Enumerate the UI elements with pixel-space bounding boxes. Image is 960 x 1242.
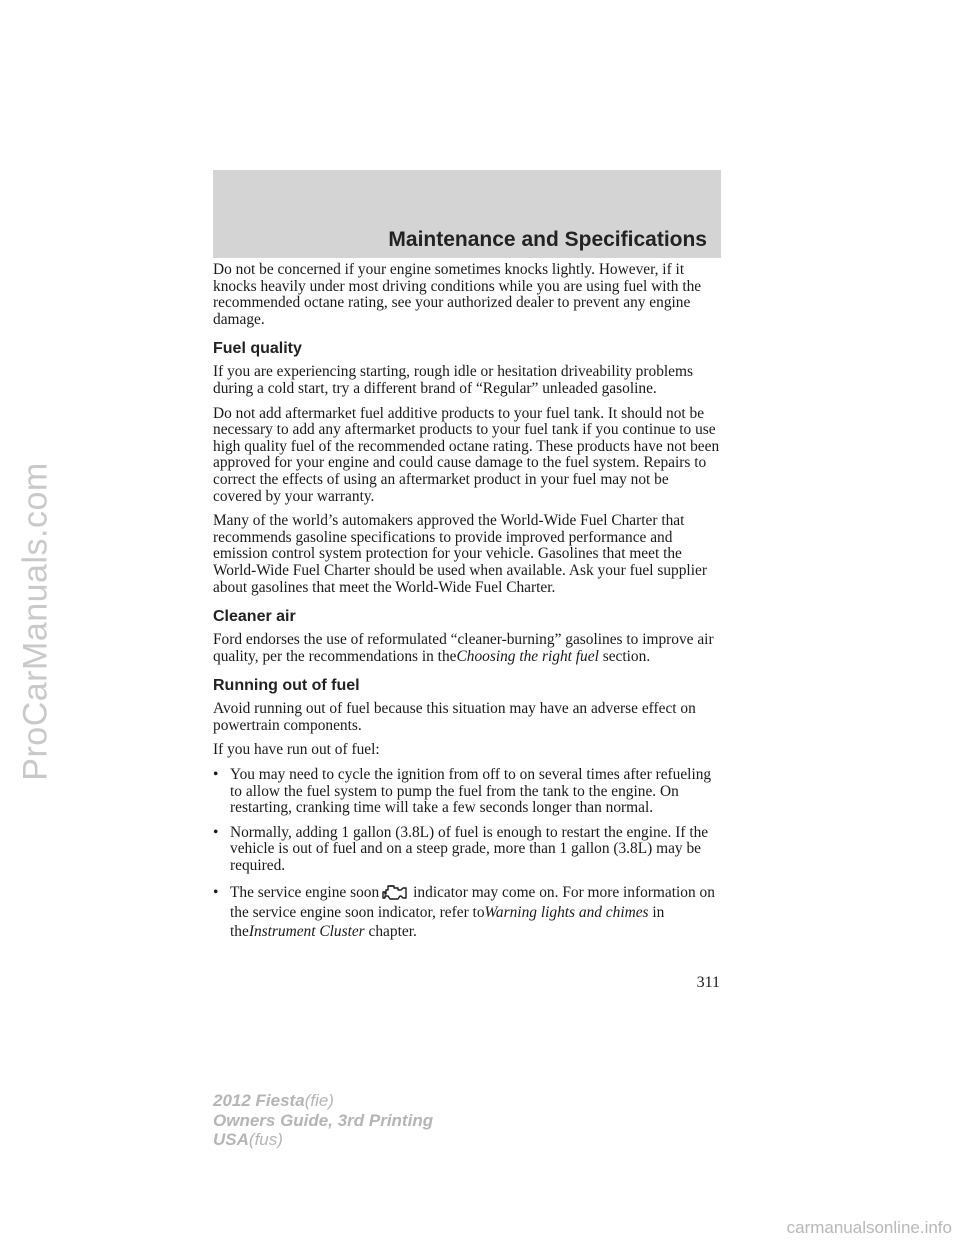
list-item-text: The service engine soon [230,883,380,901]
intro-paragraph: Do not be concerned if your engine sometimes knocks lightly. However, if it knocks heavily under most driving conditions while you are using fuel with the recommended octane rating, see your authorized dealer to prevent any engine damage. [213,261,702,328]
bullet-marker: • [213,823,219,841]
list-item-text: chapter. [368,922,417,940]
section-title: Maintenance and Specifications [388,228,707,251]
footer-model-line [213,1091,433,1111]
footer-model: 2012 Fiesta [213,1091,305,1110]
bullet-marker: • [213,766,219,784]
list-item-text: You may need to cycle the ignition from off to on several times after refueling to allow the fuel system to pump the fuel from the tank to the engine. On restarting, cranking time will take a few seconds longer than normal. [230,766,712,817]
list-item [213,825,721,875]
cleaner-air-paragraph [213,632,721,665]
heading-cleaner-air: Cleaner air [213,608,296,626]
list-item [213,883,721,941]
footer-guide-line [213,1111,433,1131]
list-item-text: indicator may come on. For more information on the service engine soon indicator, refer to [230,883,715,921]
footer-market-code: (fus) [248,1130,283,1149]
fuel-quality-paragraph: Many of the world’s automakers approved the World-Wide Fuel Charter that recommends gasoline specifications to provide improved performance and emission control system protection for your vehicle. Gasolines that meet the World-Wide Fuel Charter should be used when available. Ask your fuel supplier about gasolines that meet the World-Wide Fuel Charter. [213,512,707,596]
side-watermark [6,0,66,1242]
list-item [213,767,721,817]
list-item-text: Normally, adding 1 gallon (3.8L) of fuel is enough to restart the engine. If the vehicle is out of fuel and on a steep grade, more than 1 gallon (3.8L) may be required. [230,823,709,875]
document-footer [213,1091,433,1150]
footer-market-line [213,1130,433,1150]
section-header-band [213,170,721,258]
heading-running-out-of-fuel: Running out of fuel [213,677,360,695]
list-item-text: in the [230,903,665,940]
footer-model-code: (fie) [304,1091,334,1110]
footer-market: USA [213,1130,249,1149]
running-out-bullet-list [213,767,721,941]
cleaner-air-text: Ford endorses the use of reformulated “cleaner-burning” gasolines to improve air quality, per the recommendations in the [213,631,714,665]
running-out-paragraph: Avoid running out of fuel because this situation may have an adverse effect on powertrain components. [213,700,696,734]
cleaner-air-text-end: section. [602,647,651,665]
page-number: 311 [696,974,720,991]
bottom-watermark: carmanualsonline.info [786,1218,952,1237]
page-content [213,262,721,949]
bullet-marker: • [213,883,219,901]
cross-reference-choosing-fuel: Choosing the right fuel [456,647,599,665]
footer-guide: Owners Guide, 3rd Printing [213,1110,434,1130]
fuel-quality-paragraph: If you are experiencing starting, rough idle or hesitation driveability problems during a cold start, try a different brand of “Regular” unleaded gasoline. [213,363,693,397]
running-out-paragraph: If you have run out of fuel: [213,741,380,759]
check-engine-icon [381,883,411,903]
cross-reference-warning-lights: Warning lights and chimes [484,903,649,921]
fuel-quality-paragraph: Do not add aftermarket fuel additive products to your fuel tank. It should not be necessary to add any aftermarket products to your fuel tank if you continue to use high quality fuel of the recommended octane rating. These products have not been approved for your engine and could cause damage to the fuel system. Repairs to correct the effects of using an aftermarket product in your fuel may not be covered by your warranty. [213,404,720,505]
heading-fuel-quality: Fuel quality [213,340,302,358]
cross-reference-instrument-cluster: Instrument Cluster [248,922,365,940]
side-watermark-text: ProCarManuals.com [16,461,55,781]
